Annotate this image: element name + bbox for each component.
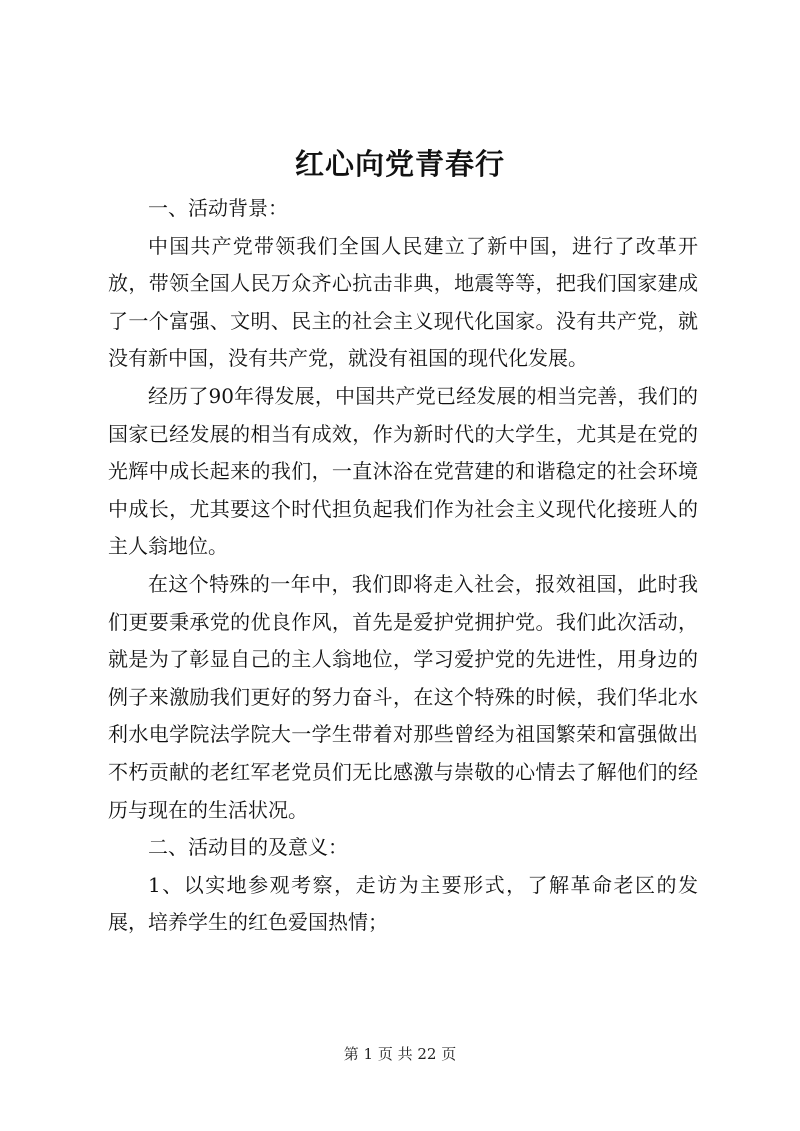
page-number-footer: 第 1 页 共 22 页 xyxy=(343,1045,457,1063)
paragraph: 经历了90年得发展，中国共产党已经发展的相当完善，我们的国家已经发展的相当有成效，作为新时代的大学生，尤其是在党的光辉中成长起来的我们，一直沐浴在党营建的和谐稳定的社会环境中成长，尤其要这个时代担负起我们作为社会主义现代化接班人的主人翁地位。 xyxy=(108,383,698,559)
paragraph: 在这个特殊的一年中，我们即将走入社会，报效祖国，此时我们更要秉承党的优良作风，首先是爱护党拥护党。我们此次活动，就是为了彰显自己的主人翁地位，学习爱护党的先进性，用身边的例子来激励我们更好的努力奋斗，在这个特殊的时候，我们华北水利水电学院法学院大一学生带着对那些曾经为祖国繁荣和富强做出不朽贡献的老红军老党员们无比感激与崇敬的心情去了解他们的经历与现在的生活状况。 xyxy=(108,571,698,822)
document-title: 红心向党青春行 xyxy=(294,147,505,181)
paragraph: 中国共产党带领我们全国人民建立了新中国，进行了改革开放，带领全国人民万众齐心抗击非典，地震等等，把我们国家建成了一个富强、文明、民主的社会主义现代化国家。没有共产党，就没有新中国，没有共产党，就没有祖国的现代化发展。 xyxy=(108,233,698,371)
paragraph: 1、以实地参观考察，走访为主要形式，了解革命老区的发展，培养学生的红色爱国热情； xyxy=(108,872,698,935)
document-body xyxy=(108,190,698,942)
section-heading-background: 一、活动背景： xyxy=(148,196,288,220)
section-heading-purpose: 二、活动目的及意义： xyxy=(148,835,348,860)
